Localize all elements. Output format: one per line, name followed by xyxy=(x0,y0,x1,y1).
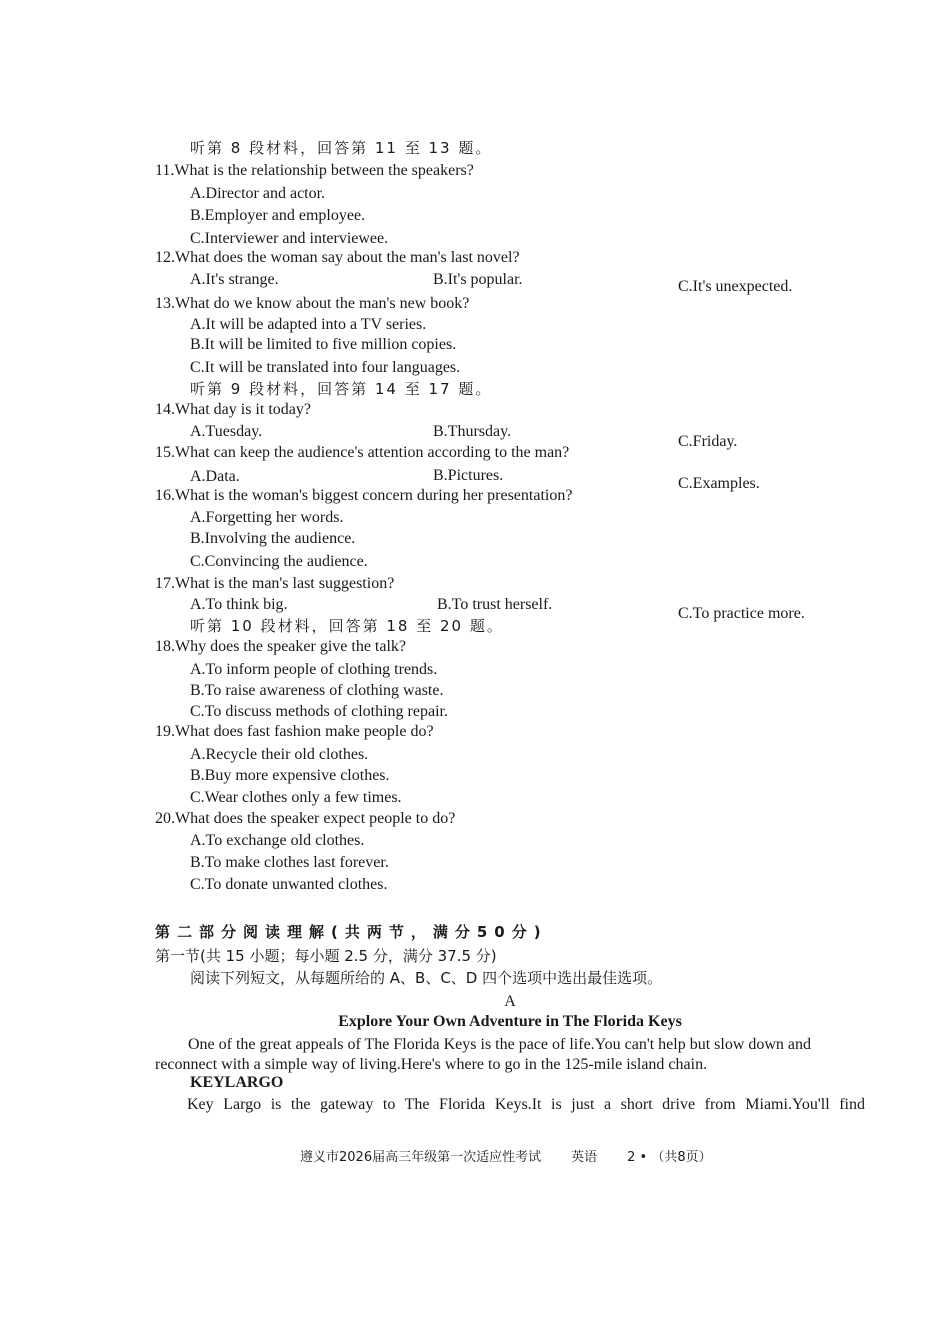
q16-option-b: B.Involving the audience. xyxy=(190,530,356,547)
question-11: 11.What is the relationship between the speakers? xyxy=(155,162,474,179)
q20-option-c: C.To donate unwanted clothes. xyxy=(190,876,388,893)
q18-option-c: C.To discuss methods of clothing repair. xyxy=(190,703,448,720)
q13-option-c: C.It will be translated into four languages. xyxy=(190,359,461,376)
footer-subject: 英语 xyxy=(571,1150,598,1165)
question-14: 14.What day is it today? xyxy=(155,401,311,418)
q19-option-b: B.Buy more expensive clothes. xyxy=(190,767,390,784)
q11-option-b: B.Employer and employee. xyxy=(190,207,366,224)
question-16: 16.What is the woman's biggest concern during her presentation? xyxy=(155,487,573,504)
part2-title: 第二部分阅读理解(共两节，满分50分) xyxy=(155,923,548,941)
q18-option-b: B.To raise awareness of clothing waste. xyxy=(190,682,444,699)
q18-option-a: A.To inform people of clothing trends. xyxy=(190,661,438,678)
q17-option-a: A.To think big. xyxy=(190,596,288,613)
q19-option-a: A.Recycle their old clothes. xyxy=(190,746,369,763)
question-19: 19.What does fast fashion make people do? xyxy=(155,723,434,740)
q13-option-a: A.It will be adapted into a TV series. xyxy=(190,316,427,333)
passage-title: Explore Your Own Adventure in The Florida Keys xyxy=(338,1013,682,1030)
footer-page-number: 2 • （共8页） xyxy=(627,1150,712,1165)
q15-option-b: B.Pictures. xyxy=(433,467,504,484)
part2-section1: 第一节(共 15 小题；每小题 2.5 分，满分 37.5 分) xyxy=(155,947,497,965)
passage-heading-keylargo: KEYLARGO xyxy=(190,1074,284,1091)
q12-option-a: A.It's strange. xyxy=(190,271,279,288)
q17-option-b: B.To trust herself. xyxy=(437,596,553,613)
q15-option-c: C.Examples. xyxy=(678,475,760,492)
question-17: 17.What is the man's last suggestion? xyxy=(155,575,395,592)
section10-instruction: 听第 10 段材料，回答第 18 至 20 题。 xyxy=(190,617,504,635)
passage-paragraph-1: One of the great appeals of The Florida Keys is the pace of life.You can't help but slow down and reconnect with a simple way of living.Here's where to go in the 125-mile island chain. xyxy=(155,1036,812,1073)
q12-option-b: B.It's popular. xyxy=(433,271,523,288)
page-footer xyxy=(300,1148,712,1168)
q11-option-a: A.Director and actor. xyxy=(190,185,326,202)
q12-option-c: C.It's unexpected. xyxy=(678,278,793,295)
q17-option-c: C.To practice more. xyxy=(678,605,805,622)
q20-option-a: A.To exchange old clothes. xyxy=(190,832,365,849)
passage-label: A xyxy=(504,993,516,1010)
q14-option-c: C.Friday. xyxy=(678,433,738,450)
section9-instruction: 听第 9 段材料，回答第 14 至 17 题。 xyxy=(190,380,493,398)
q16-option-c: C.Convincing the audience. xyxy=(190,553,368,570)
question-13: 13.What do we know about the man's new book? xyxy=(155,295,470,312)
passage-paragraph-2: Key Largo is the gateway to The Florida Keys.It is just a short drive from Miami.You'll find xyxy=(187,1096,865,1113)
footer-exam-title: 遵义市2026届高三年级第一次适应性考试 xyxy=(300,1150,542,1165)
question-15: 15.What can keep the audience's attention according to the man? xyxy=(155,444,570,461)
q16-option-a: A.Forgetting her words. xyxy=(190,509,344,526)
q19-option-c: C.Wear clothes only a few times. xyxy=(190,789,402,806)
question-18: 18.Why does the speaker give the talk? xyxy=(155,638,407,655)
q14-option-b: B.Thursday. xyxy=(433,423,512,440)
q11-option-c: C.Interviewer and interviewee. xyxy=(190,230,389,247)
question-20: 20.What does the speaker expect people to do? xyxy=(155,810,456,827)
q15-option-a: A.Data. xyxy=(190,468,240,485)
q13-option-b: B.It will be limited to five million copies. xyxy=(190,336,457,353)
part2-instruction: 阅读下列短文，从每题所给的 A、B、C、D 四个选项中选出最佳选项。 xyxy=(190,969,663,987)
section8-instruction: 听第 8 段材料，回答第 11 至 13 题。 xyxy=(190,139,493,157)
question-12: 12.What does the woman say about the man's last novel? xyxy=(155,249,520,266)
q20-option-b: B.To make clothes last forever. xyxy=(190,854,389,871)
q14-option-a: A.Tuesday. xyxy=(190,423,263,440)
